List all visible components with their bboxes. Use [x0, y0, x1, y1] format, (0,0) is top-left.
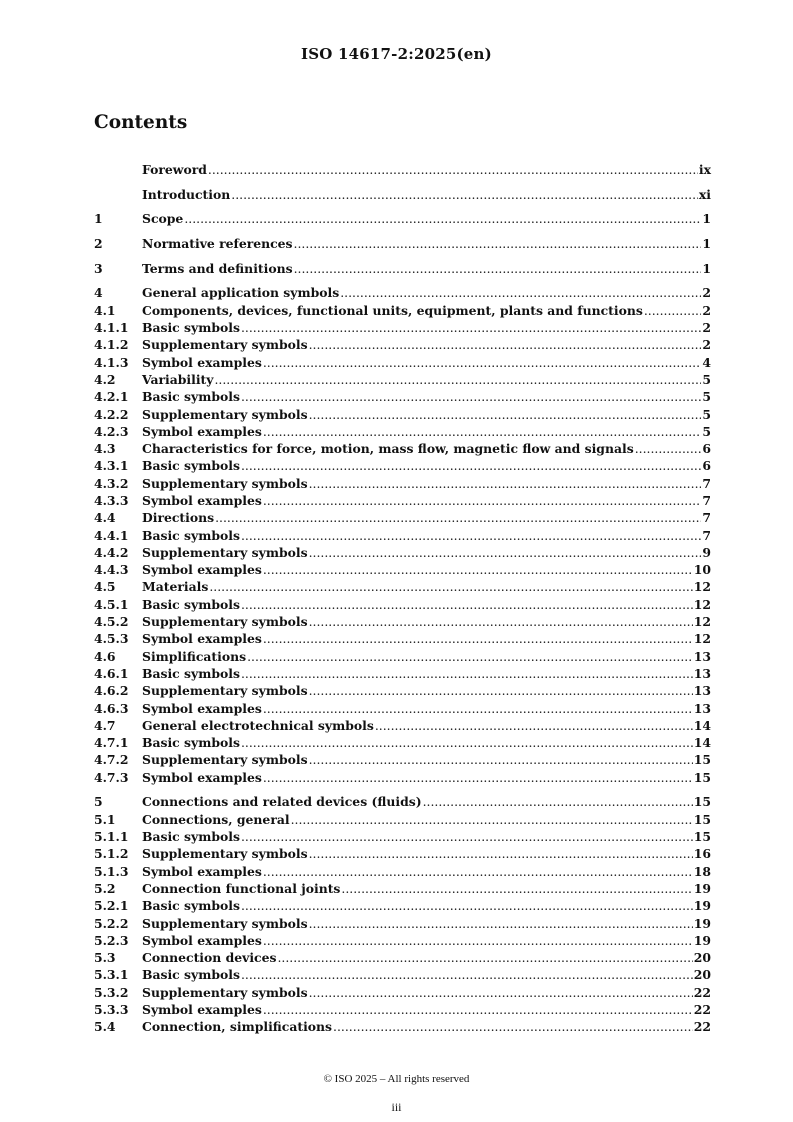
- toc-entry-number: 4.4.2: [94, 544, 129, 560]
- toc-entry-page[interactable]: 5: [702, 389, 711, 405]
- toc-entry-title[interactable]: General application symbols: [142, 285, 340, 301]
- dot-leader: [241, 665, 693, 682]
- toc-entry-page[interactable]: 13: [693, 648, 711, 664]
- toc-entry-page[interactable]: 15: [693, 769, 711, 785]
- toc-entry[interactable]: [94, 440, 711, 457]
- toc-entry-page[interactable]: 12: [693, 579, 711, 595]
- dot-leader: [247, 648, 693, 665]
- dot-leader: [309, 475, 702, 492]
- toc-entry-title[interactable]: Symbol examples: [142, 631, 262, 647]
- toc-entry-number: 5.4: [94, 1019, 116, 1035]
- toc-entry-page[interactable]: 22: [693, 1002, 711, 1017]
- toc-entry-number: 4.2.2: [94, 406, 129, 422]
- dot-leader: [184, 210, 701, 227]
- toc-entry[interactable]: [94, 769, 711, 786]
- toc-entry-number: 4.3.3: [94, 493, 129, 508]
- toc-entry-page[interactable]: 16: [693, 846, 711, 862]
- toc-entry-number: 4.6: [94, 648, 116, 664]
- toc-entry-number: 4.3.1: [94, 458, 129, 474]
- dot-leader: [291, 811, 693, 828]
- toc-entry-title[interactable]: Symbol examples: [142, 423, 262, 439]
- toc-entry-number: 5.1.1: [94, 829, 129, 845]
- toc-entry-page[interactable]: 19: [693, 898, 711, 914]
- toc-entry-page[interactable]: 12: [693, 631, 711, 647]
- toc-entry[interactable]: [94, 793, 711, 810]
- toc-entry-page[interactable]: 13: [693, 700, 711, 716]
- toc-entry-title[interactable]: Symbol examples: [142, 493, 262, 508]
- toc-entry-page[interactable]: 13: [693, 683, 711, 699]
- toc-entry-number: 4.2: [94, 371, 116, 387]
- toc-entry-number: 4.7.3: [94, 769, 129, 785]
- toc-entry-number: 4.6.1: [94, 665, 129, 681]
- toc-entry-title[interactable]: Basic symbols: [142, 735, 240, 751]
- dot-leader: [263, 700, 693, 717]
- toc-entry-title[interactable]: Symbol examples: [142, 932, 262, 948]
- toc-entry-title[interactable]: Basic symbols: [142, 665, 240, 681]
- toc-entry-number: 5: [94, 794, 103, 810]
- toc-entry-page[interactable]: 15: [693, 829, 711, 845]
- toc-entry-number: 4.2.1: [94, 389, 129, 405]
- toc-entry-page[interactable]: 19: [693, 915, 711, 931]
- toc-entry-number: 5.3: [94, 950, 116, 966]
- toc-entry[interactable]: [94, 828, 711, 845]
- toc-entry[interactable]: [94, 423, 711, 440]
- toc-entry-title[interactable]: Supplementary symbols: [142, 614, 308, 630]
- toc-entry-page[interactable]: 15: [693, 794, 711, 810]
- toc-entry-page[interactable]: 12: [693, 614, 711, 630]
- toc-entry-title[interactable]: Basic symbols: [142, 898, 240, 914]
- toc-entry-page[interactable]: 20: [693, 967, 711, 983]
- toc-entry-title[interactable]: Connections and related devices (fluids): [142, 794, 422, 810]
- toc-entry[interactable]: [94, 260, 711, 277]
- toc-entry-title[interactable]: Basic symbols: [142, 320, 240, 336]
- toc-entry-title[interactable]: Symbol examples: [142, 863, 262, 879]
- toc-entry-number: 4.5.3: [94, 631, 129, 647]
- dot-leader: [309, 406, 702, 423]
- toc-entry[interactable]: [94, 319, 711, 336]
- dot-leader: [241, 596, 693, 613]
- toc-entry-page[interactable]: 19: [693, 932, 711, 948]
- dot-leader: [635, 440, 702, 457]
- toc-entry-title[interactable]: Symbol examples: [142, 700, 262, 716]
- toc-entry-title[interactable]: Symbol examples: [142, 1002, 262, 1017]
- toc-entry-number: 5.1: [94, 811, 116, 827]
- toc-entry[interactable]: [94, 915, 711, 932]
- toc-entry-page[interactable]: 5: [702, 371, 711, 387]
- toc-entry-title[interactable]: Supplementary symbols: [142, 846, 308, 862]
- dot-leader: [309, 984, 693, 1001]
- toc-entry-title[interactable]: Supplementary symbols: [142, 475, 308, 491]
- dot-leader: [644, 302, 702, 319]
- toc-entry[interactable]: [94, 717, 711, 734]
- toc-entry[interactable]: [94, 845, 711, 862]
- toc-entry-page[interactable]: 10: [693, 562, 711, 578]
- toc-entry-page[interactable]: 14: [693, 735, 711, 751]
- toc-entry-page[interactable]: 2: [702, 320, 711, 336]
- toc-entry[interactable]: [94, 949, 711, 966]
- toc-entry[interactable]: [94, 984, 711, 1001]
- toc-entry-page[interactable]: 2: [702, 302, 711, 318]
- toc-entry-number: 4.5.2: [94, 614, 129, 630]
- toc-entry-title[interactable]: Basic symbols: [142, 389, 240, 405]
- toc-entry-title[interactable]: Supplementary symbols: [142, 752, 308, 768]
- toc-entry-page[interactable]: 20: [693, 950, 711, 966]
- toc-entry-title[interactable]: Basic symbols: [142, 596, 240, 612]
- toc-entry-title[interactable]: Foreword: [142, 162, 207, 177]
- dot-leader: [241, 828, 693, 845]
- toc-entry[interactable]: [94, 388, 711, 405]
- toc-entry-title[interactable]: Characteristics for force, motion, mass flow, magnetic flow and signals: [142, 441, 634, 457]
- dot-leader: [241, 319, 701, 336]
- toc-entry-title[interactable]: Basic symbols: [142, 967, 240, 983]
- toc-entry-number: 4.5: [94, 579, 116, 595]
- toc-entry[interactable]: [94, 613, 711, 630]
- toc-entry-number: 4.4.1: [94, 527, 129, 543]
- toc-entry-page[interactable]: 5: [702, 423, 711, 439]
- toc-entry[interactable]: [94, 932, 711, 949]
- toc-entry[interactable]: [94, 897, 711, 914]
- dot-leader: [294, 260, 702, 277]
- toc-entry-title[interactable]: General electrotechnical symbols: [142, 717, 374, 733]
- toc-entry-title[interactable]: Connections, general: [142, 811, 290, 827]
- toc-entry-page[interactable]: 6: [702, 441, 711, 457]
- dot-leader: [423, 793, 693, 810]
- toc-entry-page[interactable]: 7: [702, 493, 711, 508]
- page-number: iii: [391, 1100, 402, 1114]
- toc-entry[interactable]: [94, 561, 711, 578]
- table-of-contents: [94, 161, 711, 1036]
- dot-leader: [241, 734, 693, 751]
- toc-entry-page[interactable]: 5: [702, 406, 711, 422]
- toc-entry-number: 5.2.2: [94, 915, 129, 931]
- toc-entry[interactable]: [94, 284, 711, 301]
- toc-entry[interactable]: [94, 1001, 711, 1018]
- contents-heading: Contents: [94, 112, 188, 133]
- toc-entry-number: 4.4.3: [94, 562, 129, 578]
- dot-leader: [241, 457, 701, 474]
- toc-entry-number: 4.7.2: [94, 752, 129, 768]
- toc-entry-title[interactable]: Supplementary symbols: [142, 915, 308, 931]
- dot-leader: [263, 561, 693, 578]
- toc-entry-number: 5.1.3: [94, 863, 129, 879]
- toc-entry[interactable]: [94, 336, 711, 353]
- toc-entry-number: 4.6.3: [94, 700, 129, 716]
- copyright-footer: © ISO 2025 – All rights reserved: [323, 1073, 470, 1085]
- toc-entry-title[interactable]: Simplifications: [142, 648, 247, 664]
- dot-leader: [214, 371, 701, 388]
- toc-entry-title[interactable]: Supplementary symbols: [142, 984, 308, 1000]
- toc-entry-number: 4.1.2: [94, 337, 129, 353]
- dot-leader: [309, 336, 702, 353]
- toc-entry-number: 1: [94, 211, 103, 227]
- toc-entry[interactable]: [94, 751, 711, 768]
- toc-entry[interactable]: [94, 596, 711, 613]
- dot-leader: [209, 578, 692, 595]
- toc-entry[interactable]: [94, 475, 711, 492]
- dot-leader: [263, 423, 702, 440]
- dot-leader: [309, 682, 693, 699]
- toc-entry-page[interactable]: 15: [693, 811, 711, 827]
- dot-leader: [241, 527, 701, 544]
- toc-entry[interactable]: [94, 811, 711, 828]
- dot-leader: [340, 284, 701, 301]
- toc-entry-title[interactable]: Normative references: [142, 236, 293, 252]
- toc-entry[interactable]: [94, 186, 711, 203]
- toc-entry[interactable]: [94, 578, 711, 595]
- document-header: ISO 14617-2:2025(en): [301, 45, 492, 63]
- toc-entry-title[interactable]: Supplementary symbols: [142, 337, 308, 353]
- toc-entry[interactable]: [94, 509, 711, 526]
- toc-entry-title[interactable]: Basic symbols: [142, 829, 240, 845]
- toc-entry[interactable]: [94, 700, 711, 717]
- toc-entry-page[interactable]: 1: [702, 211, 711, 227]
- dot-leader: [309, 845, 693, 862]
- toc-entry-title[interactable]: Symbol examples: [142, 769, 262, 785]
- toc-entry-number: 5.2.1: [94, 898, 129, 914]
- toc-entry-number: 4.2.3: [94, 423, 129, 439]
- toc-entry-title[interactable]: Basic symbols: [142, 527, 240, 543]
- toc-entry[interactable]: [94, 235, 711, 252]
- toc-entry-page[interactable]: 15: [693, 752, 711, 768]
- toc-entry[interactable]: [94, 302, 711, 319]
- toc-entry-page[interactable]: 22: [693, 1019, 711, 1035]
- dot-leader: [277, 949, 692, 966]
- toc-entry-number: 2: [94, 236, 103, 252]
- toc-entry-page[interactable]: 2: [702, 337, 711, 353]
- toc-entry[interactable]: [94, 371, 711, 388]
- toc-entry-number: 4.1: [94, 302, 116, 318]
- toc-entry[interactable]: [94, 457, 711, 474]
- toc-entry-number: 5.3.3: [94, 1002, 129, 1017]
- dot-leader: [309, 915, 693, 932]
- toc-entry[interactable]: [94, 880, 711, 897]
- toc-entry-title[interactable]: Supplementary symbols: [142, 406, 308, 422]
- toc-entry[interactable]: [94, 966, 711, 983]
- toc-entry[interactable]: [94, 406, 711, 423]
- dot-leader: [208, 161, 698, 178]
- dot-leader: [309, 751, 693, 768]
- toc-entry[interactable]: [94, 527, 711, 544]
- dot-leader: [294, 235, 702, 252]
- toc-entry[interactable]: [94, 354, 711, 371]
- toc-entry-number: 4.6.2: [94, 683, 129, 699]
- dot-leader: [263, 630, 693, 647]
- dot-leader: [241, 388, 701, 405]
- dot-leader: [263, 769, 693, 786]
- dot-leader: [241, 966, 693, 983]
- toc-entry-title[interactable]: Terms and definitions: [142, 260, 293, 276]
- toc-entry-title[interactable]: Basic symbols: [142, 458, 240, 474]
- toc-entry-page[interactable]: 4: [702, 354, 711, 370]
- dot-leader: [333, 1018, 693, 1035]
- toc-entry-page[interactable]: 12: [693, 596, 711, 612]
- toc-entry[interactable]: [94, 630, 711, 647]
- dot-leader: [263, 932, 693, 949]
- toc-entry-page[interactable]: 7: [702, 475, 711, 491]
- toc-entry-number: 4.3.2: [94, 475, 129, 491]
- toc-entry-title[interactable]: Materials: [142, 579, 209, 595]
- toc-entry-page[interactable]: 2: [702, 285, 711, 301]
- toc-entry-number: 5.3.2: [94, 984, 129, 1000]
- toc-entry-number: 5.1.2: [94, 846, 129, 862]
- toc-entry-number: 3: [94, 260, 103, 276]
- toc-entry[interactable]: [94, 734, 711, 751]
- toc-entry-title[interactable]: Connection functional joints: [142, 880, 341, 896]
- dot-leader: [375, 717, 693, 734]
- toc-entry-number: 4.5.1: [94, 596, 129, 612]
- toc-entry-number: 5.2.3: [94, 932, 129, 948]
- toc-entry-number: 4.4: [94, 510, 116, 526]
- toc-entry-page[interactable]: ix: [698, 162, 711, 177]
- toc-entry-title[interactable]: Supplementary symbols: [142, 544, 308, 560]
- dot-leader: [309, 544, 702, 561]
- toc-entry-page[interactable]: 19: [693, 880, 711, 896]
- toc-entry-page[interactable]: 7: [702, 527, 711, 543]
- toc-entry-page[interactable]: 6: [702, 458, 711, 474]
- toc-entry-title[interactable]: Scope: [142, 211, 184, 227]
- dot-leader: [263, 863, 693, 880]
- toc-entry[interactable]: [94, 665, 711, 682]
- toc-entry-number: 4.1.3: [94, 354, 129, 370]
- toc-entry-page[interactable]: xi: [698, 186, 711, 202]
- toc-entry[interactable]: [94, 161, 711, 178]
- toc-entry-number: 4: [94, 285, 103, 301]
- toc-entry[interactable]: [94, 544, 711, 561]
- dot-leader: [263, 354, 702, 371]
- toc-entry-title[interactable]: Symbol examples: [142, 354, 262, 370]
- toc-entry[interactable]: [94, 492, 711, 509]
- dot-leader: [309, 613, 693, 630]
- toc-entry-number: 4.1.1: [94, 320, 129, 336]
- toc-entry-number: 4.7.1: [94, 735, 129, 751]
- toc-entry-page[interactable]: 18: [693, 863, 711, 879]
- toc-entry[interactable]: [94, 682, 711, 699]
- toc-entry-page[interactable]: 13: [693, 665, 711, 681]
- toc-entry[interactable]: [94, 1018, 711, 1035]
- toc-entry-title[interactable]: Connection devices: [142, 950, 277, 966]
- toc-entry-page[interactable]: 7: [702, 510, 711, 526]
- dot-leader: [263, 492, 702, 509]
- toc-entry-title[interactable]: Introduction: [142, 186, 231, 202]
- dot-leader: [215, 509, 701, 526]
- toc-entry-number: 5.2: [94, 880, 116, 896]
- dot-leader: [231, 186, 698, 203]
- dot-leader: [341, 880, 692, 897]
- toc-entry[interactable]: [94, 648, 711, 665]
- toc-entry-title[interactable]: Components, devices, functional units, equipment, plants and functions: [142, 302, 643, 318]
- toc-entry-number: 4.3: [94, 441, 116, 457]
- toc-entry-page[interactable]: 22: [693, 984, 711, 1000]
- toc-entry-title[interactable]: Variability: [142, 371, 214, 387]
- toc-entry[interactable]: [94, 210, 711, 227]
- toc-entry-number: 5.3.1: [94, 967, 129, 983]
- toc-entry[interactable]: [94, 863, 711, 880]
- toc-entry-page[interactable]: 9: [702, 544, 711, 560]
- toc-entry-title[interactable]: Connection, simplifications: [142, 1019, 333, 1035]
- toc-entry-title[interactable]: Directions: [142, 510, 215, 526]
- dot-leader: [263, 1001, 693, 1018]
- toc-entry-title[interactable]: Symbol examples: [142, 562, 262, 578]
- toc-entry-page[interactable]: 1: [702, 260, 711, 276]
- toc-entry-page[interactable]: 1: [702, 236, 711, 252]
- toc-entry-page[interactable]: 14: [693, 717, 711, 733]
- dot-leader: [241, 897, 693, 914]
- toc-entry-title[interactable]: Supplementary symbols: [142, 683, 308, 699]
- toc-entry-number: 4.7: [94, 717, 116, 733]
